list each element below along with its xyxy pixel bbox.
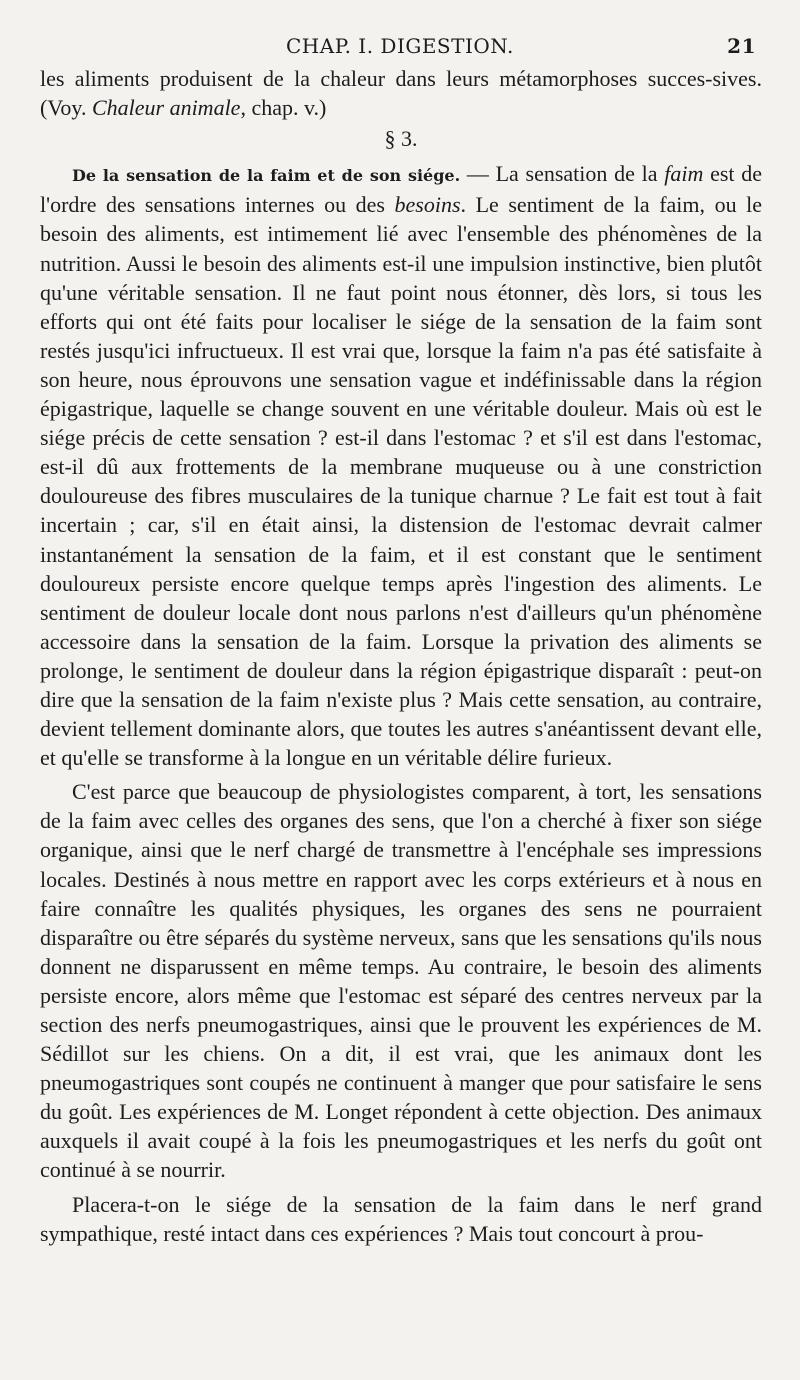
italic-term: besoins [394,192,461,218]
paragraph [40,159,762,772]
paragraph: C'est parce que beaucoup de physiologistes comparent, à tort, les sensations de la faim avec celles des organes des sens, que l'on a cherché à fixer son siége organique, ainsi que le nerf chargé de transmettre à l'encéphale ses impressions locales. Destinés à nous mettre en rapport avec les corps extérieurs et à nous en faire connaître les qualités physiques, les organes des sens ne pourraient disparaître ou être séparés du système nerveux, sans que les sensations qu'ils nous donnent ne disparussent en même temps. Au contraire, le besoin des aliments persiste encore, alors même que l'estomac est séparé des centres nerveux par la section des nerfs pneumogastriques, ainsi que le prouvent les expériences de M. Sédillot sur les chiens. On a dit, il est vrai, que les animaux dont les pneumogastriques sont coupés ne continuent à manger que pour satisfaire le sens du goût. Les expériences de M. Longet répondent à cette objection. Des animaux auxquels il avait coupé à la fois les pneumogastriques et les nerfs du goût ont continué à se nourrir. [40,779,762,1183]
italic-reference: Chaleur animale [91,95,241,121]
running-title: CHAP. I. DIGESTION. [286,34,514,58]
paragraph-text: les aliments produisent de la chaleur dans leurs métamorphoses succes-sives. (Voy. [40,66,762,121]
paragraph-continuation [40,64,762,122]
page-number: 21 [727,34,756,58]
paragraph-text: , chap. v.) [240,95,327,121]
paragraph-text: — La sensation de la [460,161,665,187]
paragraph-text: . Le sentiment de la faim, ou le besoin des aliments, est intimement lié avec l'ensemble des phénomènes de la nutrition. Aussi le besoin des aliments est-il une impulsion instinctive, bien plutôt qu'une véritable sensation. Il ne faut point nous étonner, dès lors, si tous les efforts qui ont été faits pour localiser le siége de la sensation de la faim sont restés jusqu'ici infructueux. Il est vrai que, lorsque la faim n'a pas été satisfaite à son heure, nous éprouvons une sensation vague et indéfinissable dans la région épigastrique, laquelle se change souvent en une véritable douleur. Mais où est le siége précis de cette sensation ? est-il dans l'estomac ? et s'il est dans l'estomac, est-il dû aux frottements de la membrane muqueuse ou à une constriction douloureuse des fibres musculaires de la tunique charnue ? Le fait est tout à fait incertain ; car, s'il en était ainsi, la distension de l'estomac devrait calmer instantanément la sensation de la faim, et il est constant que le sentiment douloureux persiste encore quelque temps après l'ingestion des aliments. Le sentiment de douleur locale dont nous parlons n'est d'ailleurs qu'un phénomène accessoire dans la sensation de la faim. Lorsque la privation des aliments se prolonge, le sentiment de douleur dans la région épigastrique disparaît : peut-on dire que la sensation de la faim n'existe plus ? Mais cette sensation, au contraire, devient tellement dominante alors, que toutes les autres s'anéantissent devant elle, et qu'elle se transforme à la longue en un véritable délire furieux. [40,192,762,771]
paragraph-text: est de l'ordre des sensations internes ou des [40,161,763,218]
section-number: § 3. [384,126,418,152]
section-heading: De la sensation de la faim et de son siége. [72,166,461,186]
italic-term: faim [664,161,704,187]
page-header [0,30,800,62]
body-text [40,64,762,1248]
paragraph: Placera-t-on le siége de la sensation de la faim dans le nerf grand sympathique, resté intact dans ces expériences ? Mais tout concourt à prou- [40,1191,762,1246]
